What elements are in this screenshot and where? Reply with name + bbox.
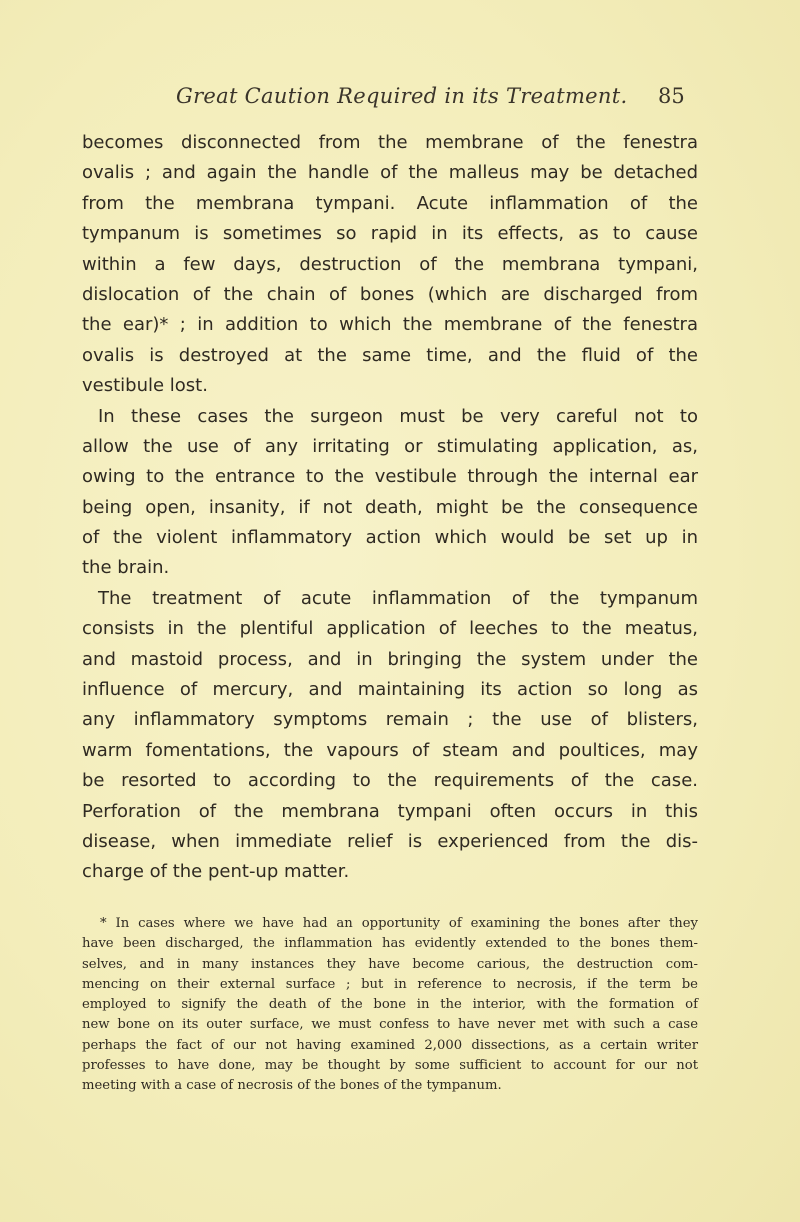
footnote (82, 914, 698, 1097)
text-line: being open, insanity, if not death, might be the consequence (82, 496, 698, 518)
text-line: charge of the pent-up matter. (82, 861, 350, 883)
footnote-line: new bone on its outer surface, we must confess to have never met with such a case (82, 1017, 698, 1033)
footnote-line: perhaps the fact of our not having examined 2,000 dissections, as a certain writer (82, 1037, 698, 1053)
text-line: the brain. (82, 557, 170, 579)
text-line: and mastoid process, and in bringing the system under the (82, 648, 698, 670)
text-line: ovalis is destroyed at the same time, and the fluid of the (82, 344, 698, 366)
text-line: owing to the entrance to the vestibule through the internal ear (82, 466, 698, 488)
footnote-line: professes to have done, may be thought by some sufficient to account for our not (82, 1058, 698, 1074)
text-line: allow the use of any irritating or stimulating application, as, (82, 435, 698, 457)
text-line: Perforation of the membrana tympani often occurs in this (82, 800, 698, 822)
footnote-line: have been discharged, the inflammation has evidently extended to the bones them- (82, 936, 698, 952)
text-line: vestibule lost. (82, 375, 208, 397)
page-header (0, 84, 800, 120)
running-head: Great Caution Required in its Treatment. (176, 84, 628, 108)
text-line: the ear)* ; in addition to which the membrane of the fenestra (82, 314, 698, 336)
text-line: influence of mercury, and maintaining its action so long as (82, 679, 698, 701)
paragraph-start-line: In these cases the surgeon must be very careful not to (98, 405, 698, 427)
page-number: 85 (658, 84, 685, 108)
text-line: dislocation of the chain of bones (which are discharged from (82, 283, 698, 305)
text-line: consists in the plentiful application of leeches to the meatus, (82, 618, 698, 640)
footnote-line: employed to signify the death of the bone in the interior, with the formation of (82, 997, 698, 1013)
text-line: within a few days, destruction of the membrana tympani, (82, 253, 698, 275)
text-line: from the membrana tympani. Acute inflammation of the (82, 192, 698, 214)
footnote-line: * In cases where we have had an opportunity of examining the bones after they (100, 916, 698, 931)
paragraph-start-line: The treatment of acute inflammation of the tympanum (98, 587, 698, 609)
text-line: be resorted to according to the requirements of the case. (82, 770, 698, 792)
text-line: disease, when immediate relief is experienced from the dis- (82, 830, 698, 852)
text-line: tympanum is sometimes so rapid in its effects, as to cause (82, 223, 698, 245)
footnote-line: mencing on their external surface ; but in reference to necrosis, if the term be (82, 976, 698, 992)
text-line: warm fomentations, the vapours of steam and poultices, may (82, 739, 698, 761)
body-text (82, 128, 698, 888)
text-line: any inflammatory symptoms remain ; the use of blisters, (82, 709, 698, 731)
text-line: becomes disconnected from the membrane of the fenestra (82, 132, 698, 153)
text-line: ovalis ; and again the handle of the malleus may be detached (82, 162, 698, 184)
footnote-line: meeting with a case of necrosis of the bones of the tympanum. (82, 1078, 502, 1094)
footnote-line: selves, and in many instances they have become carious, the destruction com- (82, 956, 698, 972)
text-line: of the violent inflammatory action which would be set up in (82, 527, 698, 549)
